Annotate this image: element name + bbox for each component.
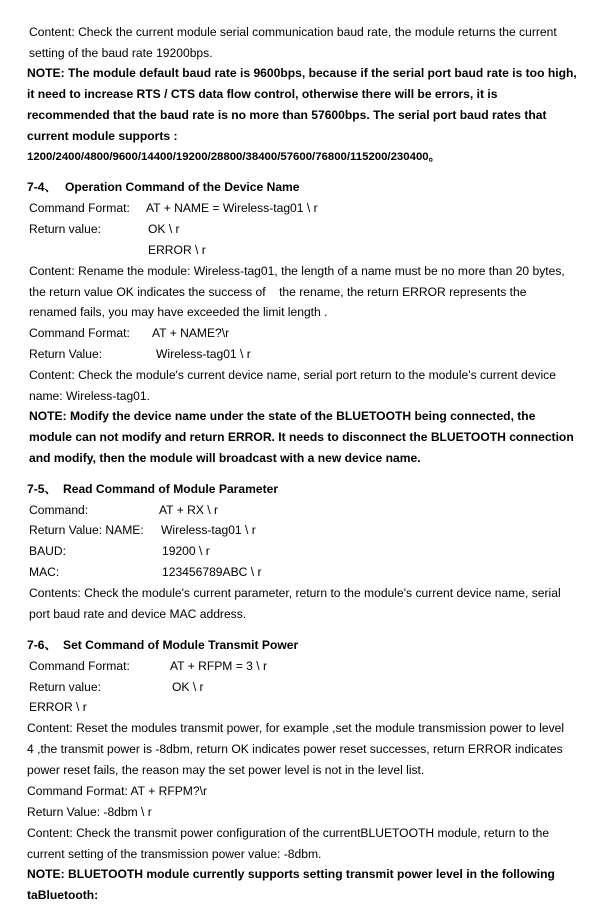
- baud-rates-list: 1200/2400/4800/9600/14400/19200/28800/38400/57600/76800/115200/230400。: [27, 151, 440, 163]
- s74-return-error: ERROR \ r: [148, 243, 206, 257]
- baud-note-line-4: current module supports :: [27, 129, 178, 143]
- s76-content-line-1: Content: Reset the modules transmit power, for example ,set the module transmission power to level: [27, 721, 565, 735]
- section-7-4-heading: [27, 177, 300, 197]
- s74-query-return-label: Return Value:: [29, 347, 103, 361]
- s75-baud-value: 19200 \ r: [162, 544, 210, 558]
- s76-return-label: Return value:: [29, 680, 101, 694]
- s75-command-row: [29, 500, 589, 520]
- baud-content-line-1: Content: Check the current module serial communication baud rate, the module returns the current: [29, 25, 557, 39]
- s75-command-value: AT + RX \ r: [159, 503, 219, 517]
- section-7-4-number: 7-4、: [27, 180, 57, 194]
- s76-command-row: [29, 656, 589, 676]
- s76-note-line-2: taBluetooth:: [27, 888, 99, 902]
- s76-content-line-2: 4 ,the transmit power is -8dbm, return OK indicates power reset successes, return ERROR indicates: [27, 742, 563, 756]
- s74-note-line-3: and modify, then the module will broadcast with a new device name.: [29, 451, 421, 465]
- s74-command-label: Command Format:: [29, 201, 130, 215]
- s75-content-line-1: Contents: Check the module's current parameter, return to the module's current device name, serial: [29, 586, 561, 600]
- s74-content-line-3: renamed fails, you may have exceeded the limit length .: [29, 305, 328, 319]
- s74-note-line-1: NOTE: Modify the device name under the state of the BLUETOOTH being connected, the: [29, 409, 536, 423]
- s74-command-value: AT + NAME = Wireless-tag01 \ r: [146, 201, 318, 215]
- s74-query-return-row: [29, 344, 589, 364]
- s74-note-line-2: module can not modify and return ERROR. It needs to disconnect the BLUETOOTH connection: [29, 430, 574, 444]
- s74-query-label: Command Format:: [29, 326, 130, 340]
- s76-return-ok: OK \ r: [172, 680, 204, 694]
- section-7-5-heading: [27, 479, 278, 499]
- s75-mac-row: [29, 562, 589, 582]
- section-7-6-number: 7-6、: [27, 638, 57, 652]
- s76-content-line-4: Content: Check the transmit power configuration of the currentBLUETOOTH module, return to the: [27, 826, 550, 840]
- s74-return-row: [29, 219, 589, 239]
- s74-content-line-1: Content: Rename the module: Wireless-tag01, the length of a name must be no more than 20 bytes,: [29, 264, 565, 278]
- section-7-5-number: 7-5、: [27, 482, 57, 496]
- section-7-5-title: Read Command of Module Parameter: [63, 482, 279, 496]
- s75-command-label: Command:: [29, 503, 89, 517]
- s74-query-return-value: Wireless-tag01 \ r: [156, 347, 251, 361]
- s74-command-row: [29, 198, 589, 218]
- s75-mac-value: 123456789ABC \ r: [162, 565, 262, 579]
- baud-note-line-1: NOTE: The module default baud rate is 9600bps, because if the serial port baud rate is too high,: [27, 66, 577, 80]
- s74-content-line-2: the return value OK indicates the success of the rename, the return ERROR represents the: [29, 285, 527, 299]
- baud-note-line-2: it need to increase RTS / CTS data flow control, otherwise there will be errors, it is: [27, 87, 498, 101]
- s74-return-ok: OK \ r: [148, 222, 180, 236]
- s76-query-return-line: Return Value: -8dbm \ r: [27, 805, 152, 819]
- s74-content-line-4: Content: Check the module's current device name, serial port return to the module's current device: [29, 368, 556, 382]
- s75-mac-label: MAC:: [29, 565, 60, 579]
- s75-content-line-2: port baud rate and device MAC address.: [29, 607, 247, 621]
- s76-command-value: AT + RFPM = 3 \ r: [170, 659, 267, 673]
- s75-baud-label: BAUD:: [29, 544, 66, 558]
- s76-query-line: Command Format: AT + RFPM?\r: [27, 784, 207, 798]
- s74-query-row: [29, 323, 589, 343]
- baud-content-line-2: setting of the baud rate 19200bps.: [29, 46, 213, 60]
- baud-note-line-3: recommended that the baud rate is no more than 57600bps. The serial port baud rates that: [27, 108, 547, 122]
- s76-command-label: Command Format:: [29, 659, 130, 673]
- s75-baud-row: [29, 541, 589, 561]
- s76-note-line-1: NOTE: BLUETOOTH module currently supports setting transmit power level in the following: [27, 867, 555, 881]
- section-7-6-title: Set Command of Module Transmit Power: [63, 638, 299, 652]
- section-7-6-heading: [27, 635, 298, 655]
- s75-name-label: Return Value: NAME:: [29, 523, 144, 537]
- s76-content-line-3: power reset fails, the reason may the set power level is not in the level list.: [27, 763, 425, 777]
- s75-name-row: [29, 520, 589, 540]
- s75-name-value: Wireless-tag01 \ r: [161, 523, 256, 537]
- s74-query-value: AT + NAME?\r: [152, 326, 230, 340]
- section-7-4-title: Operation Command of the Device Name: [65, 180, 300, 194]
- s76-content-line-5: current setting of the transmission power value: -8dbm.: [27, 847, 322, 861]
- s74-content-line-5: name: Wireless-tag01.: [29, 389, 150, 403]
- s74-return-label: Return value:: [29, 222, 101, 236]
- s76-return-row: [29, 677, 589, 697]
- s76-return-error: ERROR \ r: [29, 700, 87, 714]
